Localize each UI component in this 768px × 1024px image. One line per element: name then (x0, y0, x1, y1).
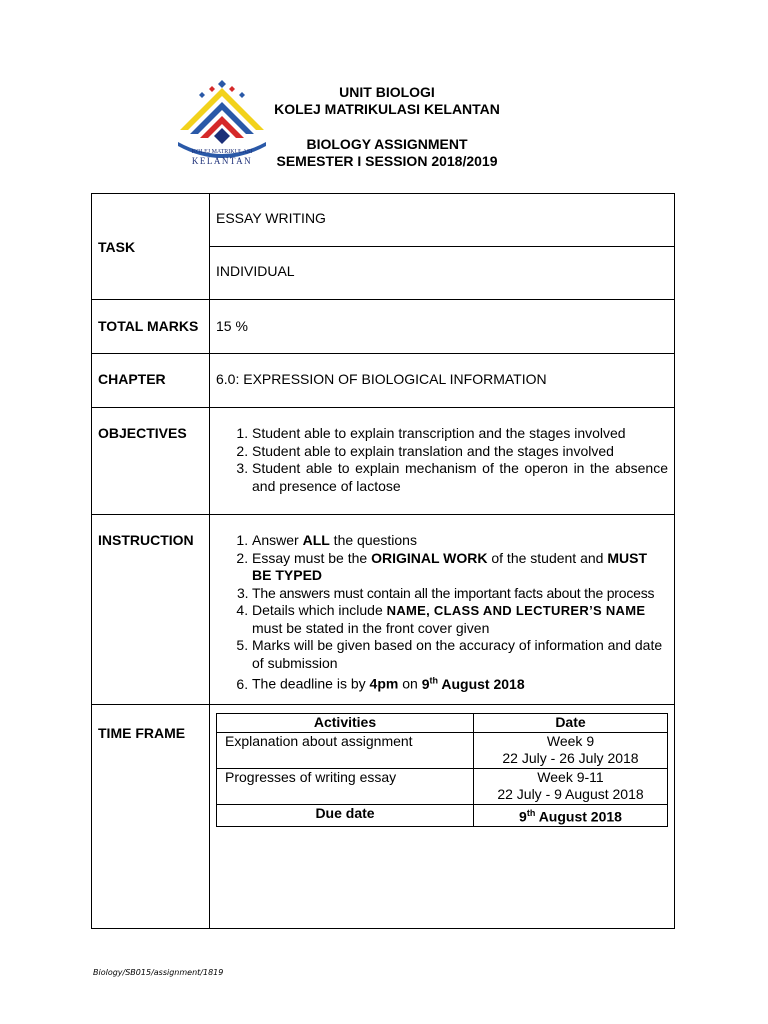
header-unit: UNIT BIOLOGI (339, 84, 435, 100)
chapter-label: CHAPTER (92, 354, 210, 408)
activity-cell: Explanation about assignment (217, 732, 474, 768)
header-date: Date (474, 714, 668, 733)
instruction-item: 2. Essay must be the ORIGINAL WORK of the student and MUST BE TYPED (252, 550, 668, 585)
instruction-item: 1. Answer ALL the questions (252, 532, 668, 550)
instruction-item: 4. Details which include NAME, CLASS AND LECTURER’S NAME must be stated in the front cover given (252, 602, 668, 637)
header-activities: Activities (217, 714, 474, 733)
time-frame-label: TIME FRAME (92, 705, 210, 929)
due-date-value: 9th August 2018 (474, 804, 668, 826)
time-frame-value (210, 705, 675, 929)
header-assignment: BIOLOGY ASSIGNMENT (306, 136, 468, 152)
task-value-individual: INDIVIDUAL (210, 247, 675, 300)
document-header (262, 84, 512, 170)
date-cell: Week 9 22 July - 26 July 2018 (474, 732, 668, 768)
total-marks-label: TOTAL MARKS (92, 300, 210, 354)
college-logo (172, 78, 272, 168)
objective-item: 2. Student able to explain translation and the stages involved (252, 443, 668, 461)
due-date-label: Due date (217, 804, 474, 826)
activity-cell: Progresses of writing essay (217, 768, 474, 804)
instruction-item: 3. The answers must contain all the important facts about the process (252, 585, 668, 603)
objective-item: 1. Student able to explain transcription and the stages involved (252, 425, 668, 443)
objective-item: 3. Student able to explain mechanism of the operon in the absence and presence of lactose (252, 460, 668, 495)
objectives-label: OBJECTIVES (92, 408, 210, 515)
instruction-list (216, 532, 668, 693)
task-label: TASK (92, 194, 210, 300)
header-semester: SEMESTER I SESSION 2018/2019 (276, 153, 498, 169)
chapter-value: 6.0: EXPRESSION OF BIOLOGICAL INFORMATION (210, 354, 675, 408)
table-row (217, 732, 668, 768)
logo-text-top: KOLEJ MATRIKULASI (191, 149, 253, 155)
instruction-item: 6. The deadline is by 4pm on 9th August 2018 (252, 672, 668, 693)
footer-reference: Biology/SB015/assignment/1819 (93, 968, 224, 977)
logo-text-bottom: KELANTAN (191, 156, 253, 166)
objectives-list (216, 425, 668, 495)
objectives-value (210, 408, 675, 515)
instruction-label: INSTRUCTION (92, 515, 210, 705)
instruction-item: 5. Marks will be given based on the accuracy of information and date of submission (252, 637, 668, 672)
total-marks-value: 15 % (210, 300, 675, 354)
table-row (217, 768, 668, 804)
due-date-row (217, 804, 668, 826)
date-cell: Week 9-11 22 July - 9 August 2018 (474, 768, 668, 804)
task-value-essay: ESSAY WRITING (210, 194, 675, 247)
assignment-table (91, 193, 675, 929)
time-frame-header-row (217, 714, 668, 733)
instruction-value (210, 515, 675, 705)
header-college: KOLEJ MATRIKULASI KELANTAN (274, 101, 500, 117)
time-frame-table (216, 713, 668, 827)
